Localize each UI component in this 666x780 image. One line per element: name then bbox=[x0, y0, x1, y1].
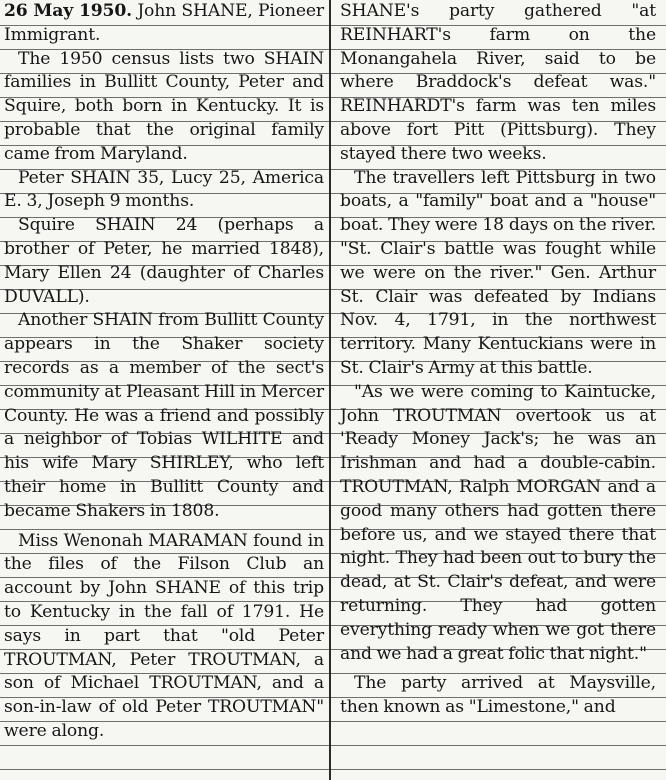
heading-date: 26 May 1950. bbox=[4, 1, 133, 21]
paragraph-kaintucke: "As we were coming to Kaintucke, John TROUTMAN overtook us at 'Ready Money Jack's; he was an Irishman and had a double-cabin. TROUTMAN, Ralph MORGAN and a good many others had gotten there before us, and we stayed there that night. They had been out to bury the dead, at St. Clair's defeat, and were returning. They had gotten everything ready when we got there and we had a great folic that night." bbox=[340, 381, 656, 664]
paragraph-peter-shain: Peter SHAIN 35, Lucy 25, America E. 3, Joseph 9 months. bbox=[4, 167, 324, 212]
paragraph-squire-shain: Squire SHAIN 24 (perhaps a brother of Peter, he married 1848), Mary Ellen 24 (daughter of Charles DUVALL). bbox=[4, 215, 324, 307]
heading-title: John SHANE, Pioneer Immigrant. bbox=[4, 1, 324, 45]
paragraph-reinhart-farm: SHANE's party gathered "at REINHART's farm on the Monangahela River, said to be where Braddock's defeat was." REINHARDT's farm was ten miles above fort Pitt (Pittsburg). They stayed there two weeks. bbox=[340, 1, 656, 164]
article-heading bbox=[4, 0, 324, 48]
paragraph-census: The 1950 census lists two SHAIN families in Bullitt County, Peter and Squire, both born in Kentucky. It is probable that the original family came from Maryland. bbox=[4, 48, 324, 164]
paragraph-maysville: The party arrived at Maysville, then known as "Limestone," and bbox=[340, 673, 656, 718]
paragraph-shaker-records: Another SHAIN from Bullitt County appears in the Shaker society records as a member of the sect's community at Pleasant Hill in Mercer County. He was a friend and possibly a neighbor of Tobias WILHITE and his wife Mary SHIRLEY, who left their home in Bullitt County and became Shakers in 1808. bbox=[4, 310, 324, 521]
column-divider bbox=[329, 0, 331, 780]
left-column bbox=[4, 0, 324, 744]
right-column bbox=[340, 0, 656, 720]
paragraph-filson-club: Miss Wenonah MARAMAN found in the files of the Filson Club an account by John SHANE of this trip to Kentucky in the fall of 1791. He says in part that "old Peter TROUTMAN, Peter TROUTMAN, a son of Michael TROUTMAN, and a son-in-law of old Peter TROUTMAN" were along. bbox=[4, 530, 324, 741]
paragraph-travellers: The travellers left Pittsburg in two boats, a "family" boat and a "house" boat. They were 18 days on the river. "St. Clair's battle was fought while we were on the river." Gen. Arthur St. Clair was defeated by Indians Nov. 4, 1791, in the northwest territory. Many Kentuckians were in St. Clair's Army at this battle. bbox=[340, 167, 656, 378]
